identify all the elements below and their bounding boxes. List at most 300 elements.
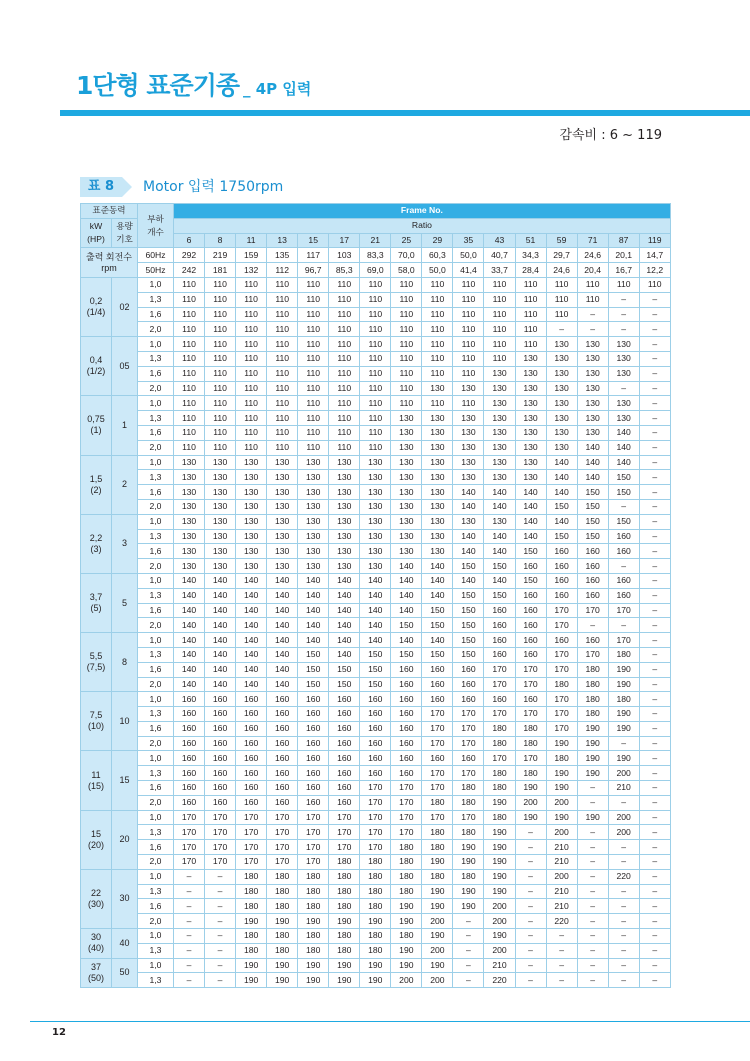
table-row [81,721,671,736]
header-standard-power: 표준동력 [81,204,138,219]
frame-size-cell: 130 [391,425,422,440]
frame-size-cell: 130 [236,559,267,574]
frame-size-cell: – [608,322,639,337]
frame-size-cell: 110 [546,292,577,307]
frame-size-cell: 150 [391,618,422,633]
frame-size-cell: 180 [515,766,546,781]
frame-size-cell: 110 [391,337,422,352]
table-row [81,692,671,707]
rpm-value: 83,3 [360,248,391,263]
frame-size-cell: 160 [174,736,205,751]
frame-size-cell: 110 [205,425,236,440]
frame-size-cell: 110 [453,366,484,381]
frame-size-cell: 110 [174,337,205,352]
frame-size-cell: 170 [205,840,236,855]
frame-size-cell: 110 [236,396,267,411]
rpm-frequency: 60Hz [138,248,174,263]
frame-size-cell: 180 [267,884,298,899]
frame-size-cell: 170 [236,825,267,840]
header-load-label: 부하 [147,213,164,224]
ratio-header-cell: 59 [546,233,577,248]
table-label-text: 표 8 [80,177,122,197]
frame-size-cell: 130 [236,514,267,529]
frame-size-cell: 130 [360,499,391,514]
frame-size-cell: 150 [422,603,453,618]
frame-size-cell: 170 [298,810,329,825]
frame-size-cell: – [639,322,670,337]
frame-size-cell: 110 [484,337,515,352]
load-factor: 2,0 [138,322,174,337]
frame-size-cell: 130 [546,440,577,455]
frame-size-cell: 200 [546,869,577,884]
ratio-header-cell: 11 [236,233,267,248]
frame-size-cell: 130 [236,485,267,500]
frame-size-cell: 110 [453,277,484,292]
frame-size-cell: 110 [205,411,236,426]
frame-size-cell: 170 [515,707,546,722]
frame-size-cell: 110 [360,396,391,411]
frame-size-cell: 130 [577,425,608,440]
rpm-value: 70,0 [391,248,422,263]
motor-power-cell [81,633,112,692]
frame-size-cell: 110 [484,277,515,292]
rpm-value: 58,0 [391,263,422,278]
load-factor: 1,0 [138,810,174,825]
frame-size-cell: 110 [360,277,391,292]
frame-size-cell: 130 [267,499,298,514]
frame-size-cell: 110 [515,292,546,307]
frame-size-cell: 130 [298,529,329,544]
table-row [81,277,671,292]
frame-size-cell: 130 [329,544,360,559]
ratio-header-cell: 15 [298,233,329,248]
rpm-value: 20,1 [608,248,639,263]
frame-size-cell: 140 [360,588,391,603]
frame-size-cell: 130 [205,544,236,559]
frame-size-cell: 140 [236,662,267,677]
frame-size-cell: 200 [391,973,422,988]
frame-size-cell: – [639,633,670,648]
frame-size-cell: 170 [546,707,577,722]
load-factor: 1,6 [138,721,174,736]
frame-size-cell: 170 [267,825,298,840]
rpm-value: 85,3 [329,263,360,278]
frame-size-cell: 110 [174,396,205,411]
load-factor: 2,0 [138,855,174,870]
motor-hp: (50) [87,972,104,983]
header-count-label: 개수 [147,226,164,237]
frame-size-cell: 140 [360,573,391,588]
frame-size-cell: 110 [391,277,422,292]
frame-size-cell: 140 [205,662,236,677]
frame-size-cell: 160 [515,603,546,618]
frame-size-cell: 130 [546,381,577,396]
motor-power-cell [81,929,112,959]
frame-size-cell: 130 [236,499,267,514]
load-factor: 2,0 [138,559,174,574]
frame-size-cell: 140 [267,677,298,692]
frame-size-cell: 170 [546,618,577,633]
frame-size-cell: – [639,647,670,662]
frame-size-cell: 110 [360,307,391,322]
frame-size-cell: 110 [205,322,236,337]
frame-size-cell: 140 [422,573,453,588]
frame-size-cell: 130 [174,499,205,514]
frame-size-cell: 130 [577,351,608,366]
frame-size-cell: – [174,958,205,973]
frame-size-cell: 160 [484,692,515,707]
rpm-value: 40,7 [484,248,515,263]
frame-size-cell: 110 [174,411,205,426]
frame-size-cell: 110 [236,351,267,366]
frame-size-cell: 110 [236,337,267,352]
frame-size-cell: 170 [453,721,484,736]
frame-size-cell: 190 [236,958,267,973]
frame-size-cell: 110 [236,322,267,337]
frame-size-cell: 150 [484,588,515,603]
frame-size-cell: 110 [484,322,515,337]
frame-size-cell: 110 [329,396,360,411]
frame-size-cell: 130 [391,455,422,470]
frame-size-cell: 160 [236,795,267,810]
frame-size-cell: 140 [298,618,329,633]
frame-size-cell: 160 [608,529,639,544]
frame-size-cell: 140 [422,633,453,648]
motor-kw: 0,2 [89,296,103,307]
frame-size-cell: 190 [608,662,639,677]
frame-size-cell: 190 [484,795,515,810]
frame-size-cell: – [639,929,670,944]
frame-size-cell: 200 [484,899,515,914]
frame-size-cell: 130 [546,411,577,426]
frame-size-cell: – [577,958,608,973]
frame-size-cell: 130 [515,381,546,396]
frame-size-cell: 150 [453,603,484,618]
frame-size-cell: 170 [236,810,267,825]
header-ratio: Ratio [174,218,671,233]
footer-rule [30,1021,750,1022]
frame-size-cell: – [639,766,670,781]
frame-size-cell: 180 [267,929,298,944]
frame-size-cell: 130 [515,396,546,411]
frame-size-cell: 150 [484,559,515,574]
frame-size-cell: 110 [298,351,329,366]
frame-size-cell: 200 [546,795,577,810]
frame-size-cell: 180 [360,929,391,944]
frame-size-cell: 190 [577,751,608,766]
frame-size-cell: 160 [205,721,236,736]
frame-size-cell: 130 [267,529,298,544]
load-factor: 2,0 [138,795,174,810]
ratio-header-cell: 6 [174,233,205,248]
frame-size-cell: – [639,440,670,455]
frame-size-cell: 190 [391,899,422,914]
frame-size-cell: – [639,588,670,603]
frame-size-cell: 130 [608,337,639,352]
frame-size-cell: 110 [267,322,298,337]
frame-size-cell: 130 [484,440,515,455]
frame-size-cell: 160 [236,736,267,751]
frame-size-cell: – [577,307,608,322]
motor-hp: (5) [90,603,102,614]
frame-size-cell: 150 [608,485,639,500]
frame-size-cell: 180 [515,721,546,736]
rpm-value: 103 [329,248,360,263]
frame-size-cell: 190 [298,973,329,988]
frame-size-cell: 160 [174,692,205,707]
frame-size-cell: 170 [360,810,391,825]
frame-size-cell: 180 [236,869,267,884]
frame-size-cell: 170 [174,840,205,855]
frame-size-cell: 130 [453,411,484,426]
frame-size-cell: 130 [484,455,515,470]
table-label-arrow-icon [122,177,132,197]
frame-size-cell: 210 [546,899,577,914]
frame-size-cell: 160 [298,781,329,796]
rpm-value: 29,7 [546,248,577,263]
frame-size-cell: 150 [422,618,453,633]
motor-hp: (7,5) [86,662,106,673]
frame-size-cell: 130 [391,529,422,544]
load-factor: 1,6 [138,485,174,500]
frame-size-cell: 190 [608,721,639,736]
frame-size-cell: 160 [329,692,360,707]
frame-size-cell: 160 [329,707,360,722]
frame-size-cell: 130 [546,366,577,381]
motor-kw: 37 [90,961,101,972]
frame-size-cell: 160 [236,707,267,722]
load-factor: 2,0 [138,677,174,692]
frame-size-cell: 180 [391,855,422,870]
frame-size-cell: – [639,958,670,973]
frame-size-cell: 150 [515,544,546,559]
frame-size-cell: 110 [298,277,329,292]
frame-size-cell: 130 [391,440,422,455]
frame-size-cell: 150 [515,573,546,588]
frame-size-cell: – [577,618,608,633]
frame-size-cell: 130 [298,499,329,514]
load-factor: 2,0 [138,381,174,396]
motor-hp: (40) [87,943,104,954]
frame-size-cell: 170 [422,736,453,751]
frame-size-cell: 160 [360,692,391,707]
frame-size-cell: 140 [391,573,422,588]
frame-size-cell: – [205,929,236,944]
frame-size-cell: 140 [515,485,546,500]
frame-size-cell: 190 [329,914,360,929]
frame-size-cell: 110 [298,396,329,411]
frame-size-cell: 140 [236,588,267,603]
capacity-code: 20 [112,810,138,869]
load-factor: 2,0 [138,618,174,633]
frame-size-cell: 150 [577,529,608,544]
frame-size-cell: – [515,825,546,840]
frame-size-cell: 110 [329,381,360,396]
frame-size-cell: 110 [329,411,360,426]
frame-size-cell: 160 [267,692,298,707]
load-factor: 2,0 [138,440,174,455]
frame-size-cell: 130 [453,455,484,470]
frame-size-cell: 170 [360,795,391,810]
frame-size-cell: – [453,929,484,944]
frame-size-cell: 150 [453,647,484,662]
frame-size-cell: 130 [515,455,546,470]
frame-size-cell: 110 [205,337,236,352]
frame-size-cell: – [577,825,608,840]
frame-size-cell: – [639,899,670,914]
load-factor: 1,3 [138,588,174,603]
frame-size-cell: 180 [608,647,639,662]
frame-size-cell: 180 [484,810,515,825]
frame-size-cell: 130 [515,440,546,455]
frame-size-cell: 130 [453,470,484,485]
frame-size-cell: 130 [422,425,453,440]
frame-size-cell: 140 [484,485,515,500]
frame-size-cell: 140 [267,647,298,662]
frame-size-cell: 140 [236,573,267,588]
frame-size-cell: 110 [205,381,236,396]
frame-size-cell: 190 [391,943,422,958]
frame-size-cell: 190 [577,736,608,751]
frame-size-cell: 110 [484,351,515,366]
frame-size-cell: 130 [515,470,546,485]
frame-size-cell: 200 [608,825,639,840]
rpm-value: 16,7 [608,263,639,278]
rpm-value: 242 [174,263,205,278]
frame-size-cell: 160 [608,544,639,559]
frame-size-cell: 140 [329,603,360,618]
frame-size-cell: – [205,869,236,884]
frame-size-cell: 170 [329,810,360,825]
frame-size-cell: 180 [236,899,267,914]
frame-size-cell: – [515,840,546,855]
frame-size-cell: 210 [484,958,515,973]
frame-size-cell: – [174,914,205,929]
frame-size-cell: 110 [205,396,236,411]
frame-size-cell: 110 [453,292,484,307]
frame-size-cell: – [577,855,608,870]
frame-size-cell: 180 [546,751,577,766]
ratio-header-cell: 51 [515,233,546,248]
frame-size-cell: 170 [174,855,205,870]
frame-size-cell: 180 [422,795,453,810]
frame-size-cell: 140 [546,470,577,485]
rpm-value: 28,4 [515,263,546,278]
frame-size-cell: 170 [236,840,267,855]
frame-size-cell: 180 [577,662,608,677]
frame-size-cell: 150 [453,618,484,633]
frame-size-cell: 140 [453,499,484,514]
motor-power-cell [81,751,112,810]
load-factor: 1,6 [138,840,174,855]
frame-size-cell: 130 [453,440,484,455]
frame-size-cell: 140 [267,662,298,677]
frame-size-cell: 180 [360,869,391,884]
frame-size-cell: 180 [329,943,360,958]
output-rpm-label-text: 출력 회전수 [86,251,132,262]
frame-size-cell: – [639,884,670,899]
frame-size-cell: 160 [205,736,236,751]
frame-size-cell: – [639,810,670,825]
frame-size-cell: 180 [422,869,453,884]
frame-size-cell: 110 [639,277,670,292]
frame-size-cell: – [639,618,670,633]
frame-size-cell: 160 [298,721,329,736]
frame-size-cell: 180 [298,899,329,914]
frame-size-cell: 110 [515,322,546,337]
frame-size-cell: 110 [236,292,267,307]
frame-size-cell: – [546,958,577,973]
table-label [80,177,136,197]
frame-size-cell: 170 [608,603,639,618]
frame-size-cell: – [577,322,608,337]
frame-size-cell: 130 [391,485,422,500]
frame-size-cell: 190 [329,958,360,973]
frame-size-cell: 170 [453,766,484,781]
frame-size-cell: 150 [453,559,484,574]
frame-size-cell: 130 [360,559,391,574]
frame-size-cell: 160 [329,766,360,781]
frame-size-cell: 150 [577,485,608,500]
frame-size-cell: 150 [546,529,577,544]
frame-size-cell: 130 [298,514,329,529]
frame-size-cell: 110 [422,307,453,322]
rpm-value: 219 [205,248,236,263]
frame-size-cell: 140 [484,499,515,514]
frame-size-cell: – [639,351,670,366]
frame-size-cell: – [608,884,639,899]
rpm-value: 60,3 [422,248,453,263]
table-row [81,411,671,426]
ratio-header-cell: 29 [422,233,453,248]
table-row [81,440,671,455]
frame-size-cell: – [639,366,670,381]
frame-size-cell: 130 [391,411,422,426]
frame-size-cell: 170 [422,766,453,781]
frame-size-cell: 160 [329,751,360,766]
frame-size-cell: 180 [267,869,298,884]
rpm-value: 50,0 [422,263,453,278]
frame-size-cell: 160 [484,618,515,633]
frame-size-cell: – [515,869,546,884]
frame-size-cell: 170 [577,647,608,662]
frame-size-cell: 140 [577,455,608,470]
frame-size-cell: 110 [298,307,329,322]
frame-size-cell: 140 [484,529,515,544]
frame-size-cell: 190 [453,855,484,870]
motor-kw: 3,7 [89,592,103,603]
frame-size-cell: – [577,943,608,958]
table-row [81,381,671,396]
frame-size-cell: 110 [577,292,608,307]
frame-size-cell: 180 [608,692,639,707]
table-row [81,470,671,485]
frame-size-cell: – [639,337,670,352]
header-capacity-label: 용량 [116,221,133,232]
frame-size-cell: 150 [391,647,422,662]
frame-size-cell: 140 [174,633,205,648]
frame-size-cell: 190 [484,825,515,840]
load-factor: 1,6 [138,366,174,381]
frame-size-cell: 170 [205,810,236,825]
frame-size-cell: – [515,929,546,944]
frame-size-cell: 160 [391,736,422,751]
motor-hp: (2) [90,484,102,495]
rpm-value: 181 [205,263,236,278]
frame-size-cell: 130 [515,351,546,366]
frame-size-cell: 160 [484,647,515,662]
frame-size-cell: 130 [608,351,639,366]
